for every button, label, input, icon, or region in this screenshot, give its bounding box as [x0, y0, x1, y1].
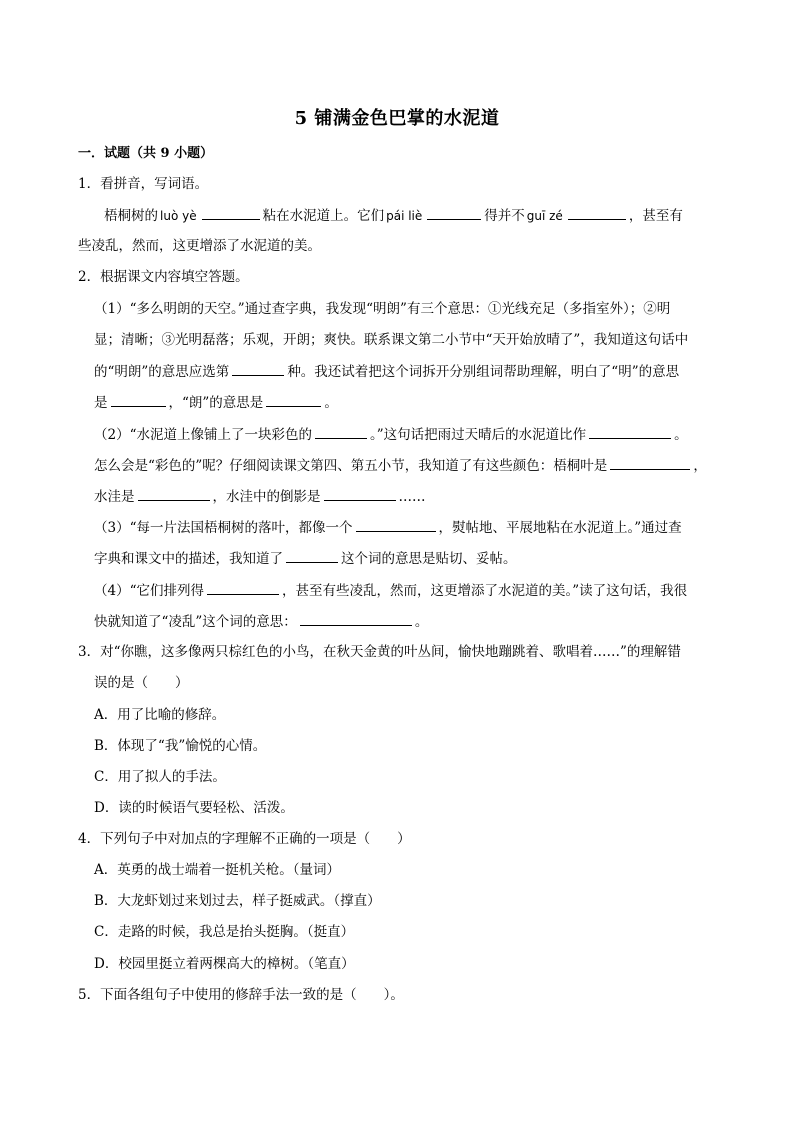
q2-p2-text-e: ， [693, 458, 707, 474]
q2-p1-line-1: （1）“多么明朗的天空。”通过查字典，我发现“明朗”有三个意思：①光线充足（多指室外）；②明 [94, 301, 671, 317]
q1-text-2: 粘在水泥道上。它们 [262, 208, 385, 224]
q2-p2-text-a: （2）“水泥道上像铺上了一块彩色的 [94, 427, 312, 443]
q2-p3-text-b: ，熨帖地、平展地粘在水泥道上。”通过查 [438, 520, 682, 536]
q2-stem: 2．根据课文内容填空答题。 [78, 269, 249, 285]
q2-p3-text-c: 字典和课文中的描述，我知道了 [94, 551, 283, 567]
q2-p4-text-c: 快就知道了“凌乱”这个词的意思： [94, 614, 297, 630]
q2-p1-line-2: 显；清晰；③光明磊落；乐观，开朗；爽快。联系课文第二小节中“天开始放晴了”，我知道这句话中 [94, 332, 689, 348]
q1-line-2: 些凌乱，然而，这更增添了水泥道的美。 [78, 238, 321, 254]
q2-p2-text-c: 。 [674, 427, 688, 443]
q2-p2-text-d: 怎么会是“彩色的”呢？仔细阅读课文第四、第五小节，我知道了有这些颜色：梧桐叶是 [94, 458, 608, 474]
q2-p2-line-2 [94, 456, 707, 475]
q2-p3-text-d: 这个词的意思是贴切、妥帖。 [341, 551, 517, 567]
answer-blank[interactable] [286, 549, 338, 563]
q1-text-1: 梧桐树的 [104, 208, 158, 224]
answer-blank[interactable] [589, 425, 671, 439]
q1-pinyin-3: guī zé [526, 209, 563, 223]
q1-text-4: ，甚至有 [628, 208, 683, 224]
q5-stem: 5．下面各组句子中使用的修辞手法一致的是（ ）。 [78, 987, 404, 1003]
q2-p4-line-2 [94, 612, 428, 631]
q3-option-c[interactable]: C．用了拟人的手法。 [94, 769, 226, 785]
q2-p3-line-1 [94, 518, 682, 537]
answer-blank[interactable] [324, 487, 396, 501]
answer-blank[interactable] [111, 393, 166, 407]
q1-line-1 [104, 206, 683, 225]
answer-blank[interactable] [427, 206, 481, 220]
q2-p1-text-a: 的“明朗”的意思应选第 [94, 364, 230, 380]
q2-p2-text-g: ，水洼中的倒影是 [212, 489, 321, 505]
q3-stem-line-2: 误的是（ ） [94, 675, 189, 691]
q4-stem: 4．下列句子中对加点的字理解不正确的一项是（ ） [78, 831, 411, 847]
q2-p1-line-4 [94, 393, 338, 412]
q2-p4-text-b: ，甚至有些凌乱，然而，这更增添了水泥道的美。”读了这句话，我很 [282, 583, 688, 599]
q2-p1-text-e: 。 [324, 395, 338, 411]
q3-option-b[interactable]: B．体现了“我”愉悦的心情。 [94, 738, 267, 754]
answer-blank[interactable] [356, 518, 436, 532]
answer-blank[interactable] [202, 206, 260, 220]
q2-p1-text-c: 是 [94, 395, 108, 411]
q2-p2-text-b: 。”这句话把雨过天晴后的水泥道比作 [370, 427, 587, 443]
q2-p4-text-d: 。 [414, 614, 429, 630]
answer-blank[interactable] [315, 425, 367, 439]
answer-blank[interactable] [610, 456, 690, 470]
q1-pinyin-2: pái liè [386, 209, 423, 223]
answer-blank[interactable] [266, 393, 321, 407]
q3-option-a[interactable]: A．用了比喻的修辞。 [94, 707, 226, 723]
q2-p1-text-b: 种。我还试着把这个词拆开分别组词帮助理解，明白了“明”的意思 [287, 364, 680, 380]
answer-blank[interactable] [300, 612, 412, 626]
q2-p2-text-f: 水洼是 [94, 489, 135, 505]
q2-p2-line-1 [94, 425, 688, 444]
q4-option-d[interactable]: D．校园里挺立着两棵高大的樟树。（笔直） [94, 956, 355, 972]
q3-stem-line-1: 3．对“你瞧，这多像两只棕红色的小鸟，在秋天金黄的叶丛间，愉快地蹦跳着、歌唱着……”的理解错 [78, 644, 681, 660]
q3-option-d[interactable]: D．读的时候语气要轻松、活泼。 [94, 800, 294, 816]
page-title: 5 铺满金色巴掌的水泥道 [294, 108, 500, 129]
q4-option-b[interactable]: B．大龙虾划过来划过去，样子挺威武。（撑直） [94, 893, 381, 909]
answer-blank[interactable] [568, 206, 626, 220]
section-heading: 一．试题（共 9 小题） [78, 146, 214, 161]
q2-p2-text-h: …… [398, 489, 426, 505]
q2-p1-line-3 [94, 362, 679, 381]
q2-p4-line-1 [94, 581, 687, 600]
q2-p3-line-2 [94, 549, 517, 568]
q2-p1-text-d: ，“朗”的意思是 [168, 395, 264, 411]
q2-p3-text-a: （3）“每一片法国梧桐树的落叶，都像一个 [94, 520, 353, 536]
q4-option-c[interactable]: C．走路的时候，我总是抬头挺胸。（挺直） [94, 924, 355, 940]
q2-p2-line-3 [94, 487, 426, 506]
q1-pinyin-1: luò yè [160, 209, 197, 223]
q1-stem: 1．看拼音，写词语。 [78, 176, 209, 192]
q1-text-3: 得并不 [484, 208, 525, 224]
answer-blank[interactable] [232, 362, 284, 376]
q2-p4-text-a: （4）“它们排列得 [94, 583, 204, 599]
answer-blank[interactable] [207, 581, 279, 595]
answer-blank[interactable] [138, 487, 210, 501]
q4-option-a[interactable]: A．英勇的战士端着一挺机关枪。（量词） [94, 862, 340, 878]
